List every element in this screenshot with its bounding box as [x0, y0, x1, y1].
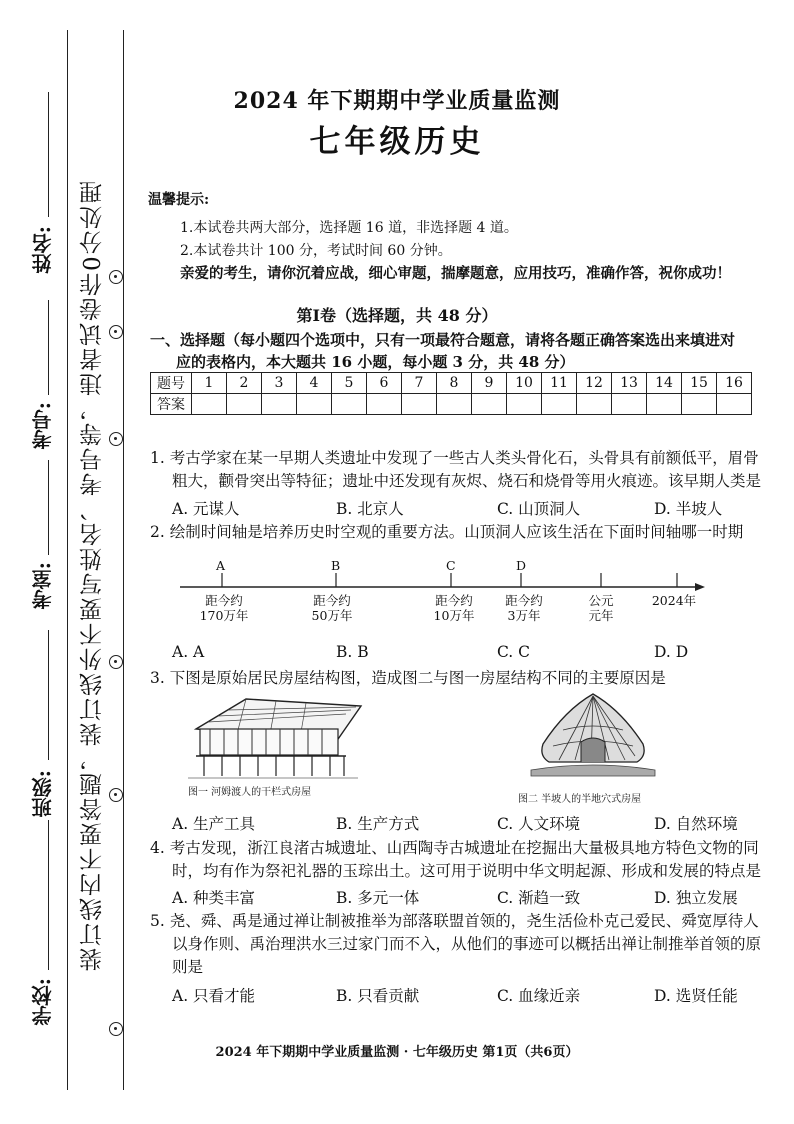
question-number-cell: 2 — [227, 373, 262, 394]
answer-cell[interactable] — [682, 394, 717, 415]
question-5-stem: 5. 尧、舜、禹是通过禅让制被推举为部落联盟首领的，尧生活俭朴克己爱民、舜宽厚待人 — [150, 912, 759, 930]
q3-option-b: B. 生产方式 — [336, 815, 420, 833]
binding-warning: 装订线内不要答题，装订线外不要写姓名、考号等，违者试卷作0分处理 — [80, 179, 106, 971]
q1-option-d: D. 半坡人 — [654, 500, 723, 518]
timeline-label: 距今约 3万年 — [505, 593, 543, 623]
question-5-stem-cont: 以身作则、禹治理洪水三过家门而不入，从他们的事迹可以概括出禅让制推举首领的原 — [172, 935, 762, 953]
answer-cell[interactable] — [192, 394, 227, 415]
question-number-cell: 12 — [577, 373, 612, 394]
q3-option-a: A. 生产工具 — [172, 815, 256, 833]
question-number-cell: 8 — [437, 373, 472, 394]
timeline-point-c: C — [446, 558, 456, 573]
question-number-cell: 10 — [507, 373, 542, 394]
name-label: 姓名: — [31, 226, 55, 274]
q1-option-a: A. 元谋人 — [172, 500, 240, 518]
q2-option-d: D. D — [654, 643, 689, 661]
q5-option-b: B. 只看贡献 — [336, 987, 420, 1005]
section-instructions-cont: 应的表格内，本大题共 16 小题，每小题 3 分，共 48 分） — [176, 353, 575, 371]
answer-cell[interactable] — [717, 394, 752, 415]
school-label: 学校: — [31, 978, 55, 1026]
question-number-cell: 11 — [542, 373, 577, 394]
answer-table — [150, 372, 752, 415]
answer-table-number-row — [151, 373, 752, 394]
answer-cell[interactable] — [402, 394, 437, 415]
binding-hole — [109, 1022, 123, 1036]
timeline-point-d: D — [516, 558, 527, 573]
answer-cell[interactable] — [367, 394, 402, 415]
q1-option-b: B. 北京人 — [336, 500, 404, 518]
question-number-cell: 16 — [717, 373, 752, 394]
answer-cell[interactable] — [577, 394, 612, 415]
q4-option-d: D. 独立发展 — [654, 889, 738, 907]
answer-cell[interactable] — [542, 394, 577, 415]
tips-heading: 温馨提示: — [148, 192, 210, 208]
answer-cell[interactable] — [332, 394, 367, 415]
question-number-cell: 3 — [262, 373, 297, 394]
question-number-cell: 5 — [332, 373, 367, 394]
answer-cell[interactable] — [647, 394, 682, 415]
binding-hole — [109, 655, 123, 669]
answer-cell[interactable] — [472, 394, 507, 415]
question-1-stem-cont: 粗大，颧骨突出等特征；遗址中还发现有灰烬、烧石和烧骨等用火痕迹。该早期人类是 — [172, 472, 762, 490]
answer-cell[interactable] — [437, 394, 472, 415]
question-number-cell: 7 — [402, 373, 437, 394]
question-5-stem-end: 则是 — [172, 958, 204, 976]
exam-title: 2024 年下期期中学业质量监测 — [233, 88, 561, 114]
figure-1-caption: 图一 河姆渡人的干栏式房屋 — [188, 787, 312, 798]
timeline-label: 公元 元年 — [588, 593, 614, 623]
timeline-label: 距今约 10万年 — [433, 593, 475, 623]
timeline-point-a: A — [216, 558, 226, 573]
class-label: 班级: — [31, 770, 55, 818]
semi-subterranean-house-illustration — [523, 690, 663, 785]
q4-option-b: B. 多元一体 — [336, 889, 420, 907]
binding-hole — [109, 270, 123, 284]
binding-line-outer — [67, 30, 68, 1090]
answer-cell[interactable] — [297, 394, 332, 415]
page-footer: 2024 年下期期中学业质量监测 · 七年级历史 第1页（共6页） — [215, 1045, 579, 1060]
section-instructions: 一、选择题（每小题四个选项中，只有一项最符合题意，请将各题正确答案选出来填进对 — [150, 331, 736, 349]
question-3-stem: 3. 下图是原始居民房屋结构图，造成图二与图一房屋结构不同的主要原因是 — [150, 669, 666, 687]
table-header-cell: 答案 — [151, 394, 192, 415]
q5-option-a: A. 只看才能 — [172, 987, 256, 1005]
q4-option-c: C. 渐趋一致 — [497, 889, 581, 907]
question-number-cell: 13 — [612, 373, 647, 394]
q3-option-d: D. 自然环境 — [654, 815, 738, 833]
answer-cell[interactable] — [507, 394, 542, 415]
tip-line: 1.本试卷共两大部分，选择题 16 道，非选择题 4 道。 — [180, 220, 518, 236]
binding-line-inner — [123, 30, 124, 1090]
exam-number-label: 考号: — [31, 402, 55, 450]
question-1-stem: 1. 考古学家在某一早期人类遗址中发现了一些古人类头骨化石，头骨具有前额低平，眉骨 — [150, 449, 759, 467]
binding-hole — [109, 432, 123, 446]
question-4-stem: 4. 考古发现，浙江良渚古城遗址、山西陶寺古城遗址在挖掘出大量极具地方特色文物的同 — [150, 839, 759, 857]
q2-option-c: C. C — [497, 643, 531, 661]
school-field[interactable] — [48, 820, 49, 970]
question-number-cell: 15 — [682, 373, 717, 394]
timeline-label: 距今约 50万年 — [311, 593, 353, 623]
question-2-stem: 2. 绘制时间轴是培养历史时空观的重要方法。山顶洞人应该生活在下面时间轴哪一时期 — [150, 523, 744, 541]
binding-hole — [109, 325, 123, 339]
answer-cell[interactable] — [612, 394, 647, 415]
tip-line: 2.本试卷共计 100 分，考试时间 60 分钟。 — [180, 243, 452, 259]
q5-option-d: D. 选贤任能 — [654, 987, 738, 1005]
timeline-label: 距今约 170万年 — [199, 593, 249, 623]
tip-wish: 亲爱的考生，请你沉着应战，细心审题，揣摩题意，应用技巧，准确作答，祝你成功！ — [180, 265, 731, 282]
stilt-house-illustration — [186, 694, 376, 782]
answer-table-answer-row — [151, 394, 752, 415]
timeline-point-b: B — [331, 558, 341, 573]
timeline-label: 2024年 — [651, 593, 697, 608]
q1-option-c: C. 山顶洞人 — [497, 500, 581, 518]
question-number-cell: 4 — [297, 373, 332, 394]
class-field[interactable] — [48, 630, 49, 760]
question-number-cell: 6 — [367, 373, 402, 394]
question-number-cell: 9 — [472, 373, 507, 394]
exam-room-label: 考室: — [31, 562, 55, 610]
table-header-cell: 题号 — [151, 373, 192, 394]
question-4-stem-cont: 时，均有作为祭祀礼器的玉琮出土。这可用于说明中华文明起源、形成和发展的特点是 — [172, 862, 762, 880]
question-number-cell: 14 — [647, 373, 682, 394]
answer-cell[interactable] — [227, 394, 262, 415]
q4-option-a: A. 种类丰富 — [172, 889, 256, 907]
binding-hole — [109, 788, 123, 802]
q2-option-b: B. B — [336, 643, 369, 661]
q5-option-c: C. 血缘近亲 — [497, 987, 581, 1005]
exam-room-field[interactable] — [48, 460, 49, 555]
question-number-cell: 1 — [192, 373, 227, 394]
q2-option-a: A. A — [172, 643, 205, 661]
subject-title: 七年级历史 — [309, 124, 485, 160]
section-title: 第Ⅰ卷（选择题，共 48 分） — [296, 306, 498, 325]
answer-cell[interactable] — [262, 394, 297, 415]
q3-option-c: C. 人文环境 — [497, 815, 581, 833]
figure-2-caption: 图二 半坡人的半地穴式房屋 — [518, 794, 642, 805]
